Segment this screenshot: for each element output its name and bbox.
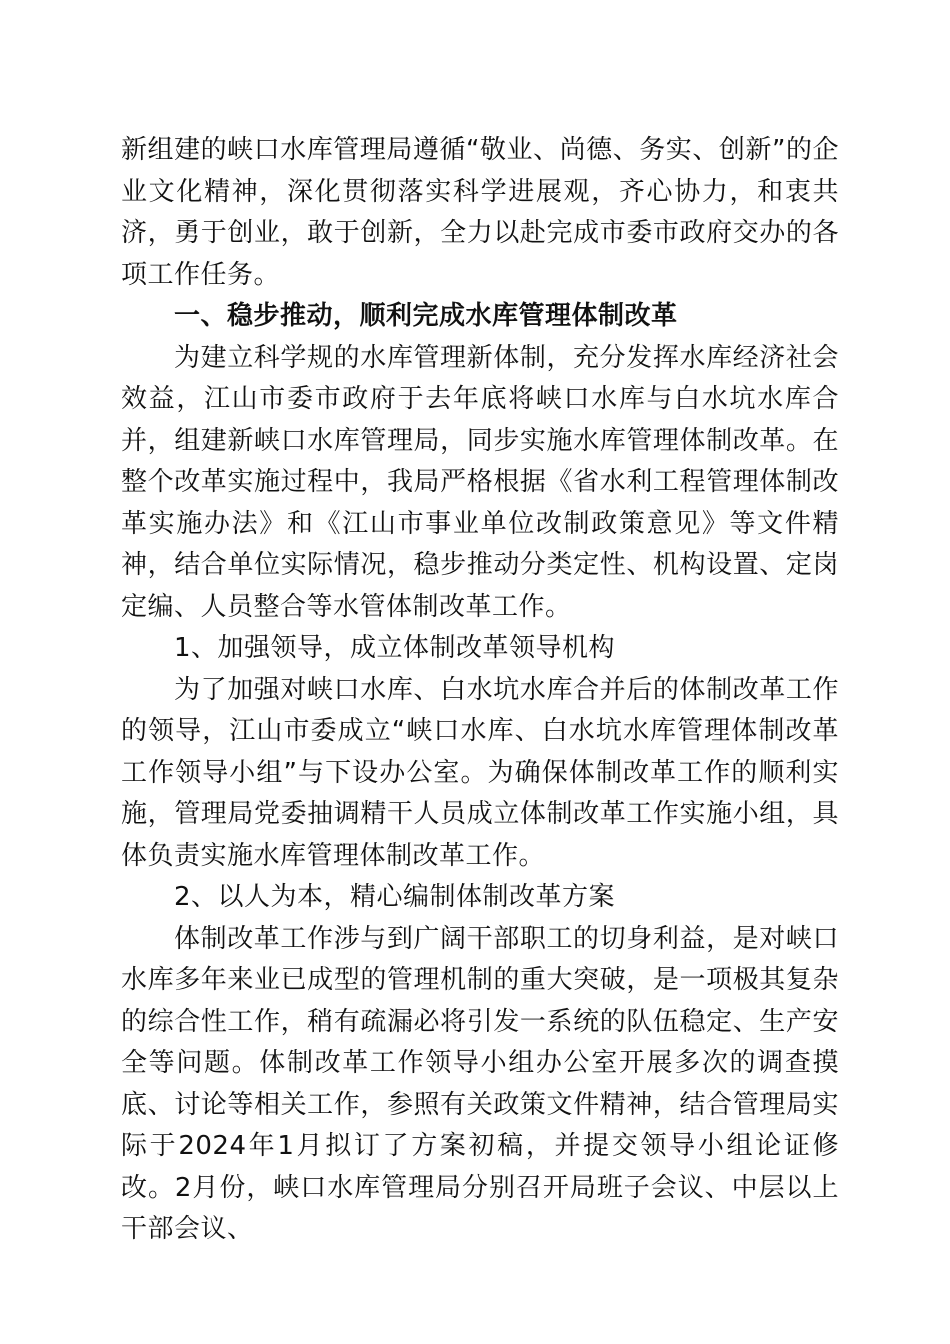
paragraph-reform-overview: 为建立科学规的水库管理新体制，充分发挥水库经济社会效益，江山市委市政府于去年底将峡口水库与白水坑水库合并，组建新峡口水库管理局，同步实施水库管理体制改革。在整个改革实施过程中，我局严格根据《省水利工程管理体制改革实施办法》和《江山市事业单位改制政策意见》等文件精神，结合单位实际情况，稳步推动分类定性、机构设置、定岗定编、人员整合等水管体制改革工作。 xyxy=(121,342,839,622)
paragraph-culture-spirit: 新组建的峡口水库管理局遵循“敬业、尚德、务实、创新”的企业文化精神，深化贯彻落实科学进展观，齐心协力，和衷共济，勇于创业，敢于创新，全力以赴完成市委市政府交办的各项工作任务。 xyxy=(121,135,839,290)
paragraph-leadership: 为了加强对峡口水库、白水坑水库合并后的体制改革工作的领导，江山市委成立“峡口水库、白水坑水库管理体制改革工作领导小组”与下设办公室。为确保体制改革工作的顺利实施，管理局党委抽调精干人员成立体制改革工作实施小组，具体负责实施水库管理体制改革工作。 xyxy=(121,674,839,871)
section-heading-reform: 一、稳步推动，顺利完成水库管理体制改革 xyxy=(174,301,678,331)
document-body xyxy=(121,130,839,1251)
paragraph-reform-plan: 体制改革工作涉与到广阔干部职工的切身利益，是对峡口水库多年来业已成型的管理机制的重大突破，是一项极其复杂的综合性工作，稍有疏漏必将引发一系统的队伍稳定、生产安全等问题。体制改革工作领导小组办公室开展多次的调查摸底、讨论等相关工作，参照有关政策文件精神，结合管理局实际于2024年1月拟订了方案初稿，并提交领导小组论证修改。2月份，峡口水库管理局分别召开局班子会议、中层以上干部会议、 xyxy=(121,923,839,1244)
subheading-leadership: 1、加强领导，成立体制改革领导机构 xyxy=(174,633,616,663)
subheading-reform-plan: 2、以人为本，精心编制体制改革方案 xyxy=(174,882,616,912)
